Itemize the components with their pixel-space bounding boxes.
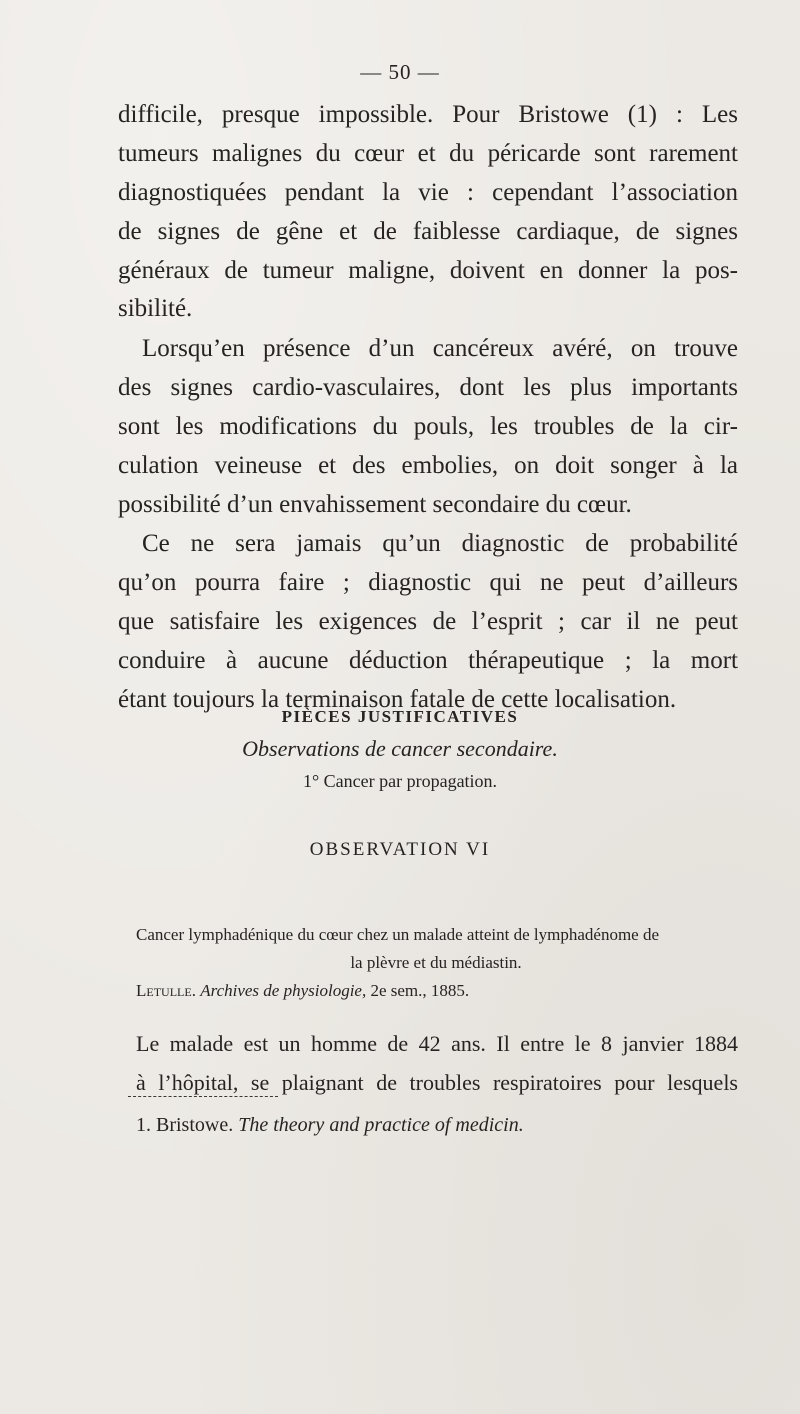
paragraph-line: sont les modifications du pouls, les troubles de la cir-: [118, 412, 738, 440]
paragraph-line: de signes de gêne et de faiblesse cardiaque, de signes: [118, 217, 738, 245]
summary-line: Cancer lymphadénique du cœur chez un malade atteint de lymphadénome de: [136, 925, 660, 944]
paragraph-line: tumeurs malignes du cœur et du péricarde sont rarement: [118, 139, 738, 167]
paragraph-line: à l’hôpital, se plaignant de troubles respiratoires pour lesquels: [136, 1069, 738, 1095]
paragraph-line: conduire à aucune déduction thérapeutique ; la mort: [118, 646, 738, 674]
paragraph-line: généraux de tumeur maligne, doivent en donner la pos-: [118, 256, 738, 284]
observation-summary: [136, 921, 736, 1005]
paragraph-line: Lorsqu’en présence d’un cancéreux avéré, on trouve: [142, 335, 738, 362]
paragraph-line: diagnostiquées pendant la vie : cependant l’association: [118, 178, 738, 206]
footnote: [136, 1114, 736, 1137]
summary-line: la plèvre et du médiastin.: [350, 953, 522, 972]
reference-line: [136, 977, 736, 1005]
section-subheading: Observations de cancer secondaire.: [242, 736, 558, 761]
section-item: 1° Cancer par propagation.: [302, 771, 498, 791]
paragraph-line: Ce ne sera jamais qu’un diagnostic de probabilité: [142, 530, 738, 557]
footnote-author: Bristowe.: [156, 1114, 234, 1136]
paragraph-line: sibilité.: [118, 295, 193, 323]
paragraph-1: [118, 96, 738, 329]
paragraph-line: possibilité d’un envahissement secondaire du cœur.: [118, 490, 632, 518]
paragraph-line: difficile, presque impossible. Pour Bristowe (1) : Les: [118, 101, 738, 128]
footnote-number: 1.: [136, 1114, 151, 1136]
reference-details: 2e sem., 1885.: [370, 981, 470, 1000]
paragraph-line: culation veineuse et des embolies, on doit songer à la: [118, 451, 738, 479]
paragraph-line: des signes cardio-vasculaires, dont les plus importants: [118, 373, 738, 401]
footnote-divider: [128, 1096, 278, 1097]
paragraph-line: étant toujours la terminaison fatale de cette localisation.: [118, 685, 677, 713]
paragraph-line: Le malade est un homme de 42 ans. Il entre le 8 janvier 1884: [136, 1031, 738, 1056]
reference-author: Letulle.: [136, 981, 196, 1000]
observation-title: OBSERVATION VI: [309, 839, 491, 860]
observation-text: [136, 1025, 738, 1103]
paragraph-line: qu’on pourra faire ; diagnostic qui ne peut d’ailleurs: [118, 568, 738, 596]
paragraph-line: que satisfaire les exigences de l’esprit ; car il ne peut: [118, 607, 738, 635]
section-heading: PIÈCES JUSTIFICATIVES: [281, 707, 519, 726]
footnote-title: The theory and practice of medicin.: [238, 1114, 524, 1136]
paragraph-2: [118, 330, 738, 524]
paragraph-3: [118, 525, 738, 719]
reference-journal: Archives de physiologie,: [200, 981, 367, 1000]
page-number: — 50 —: [360, 60, 440, 84]
